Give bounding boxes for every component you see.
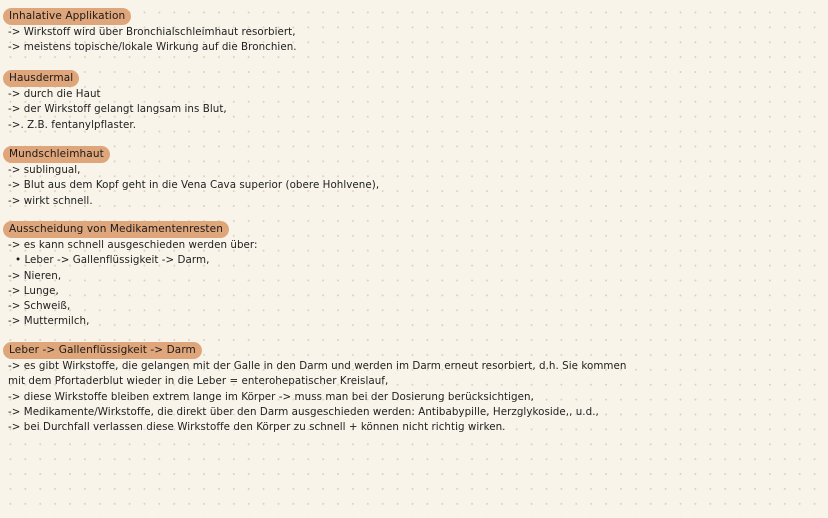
note-line: -> bei Durchfall verlassen diese Wirkstoffe den Körper zu schnell + können nicht richtig wirken. bbox=[8, 421, 506, 434]
section-heading: Mundschleimhaut bbox=[3, 146, 110, 163]
section-hausdermal bbox=[3, 66, 823, 133]
section-heading: Inhalative Applikation bbox=[3, 8, 131, 25]
note-line: -> Schweiß, bbox=[8, 300, 71, 313]
note-line: -> Wirkstoff wird über Bronchialschleimhaut resorbiert, bbox=[8, 26, 296, 38]
note-line: -> Muttermilch, bbox=[8, 315, 90, 328]
note-line: -> Medikamente/Wirkstoffe, die direkt über den Darm ausgeschieden werden: Antibabypille, Herzglykoside,, u.d., bbox=[8, 405, 599, 418]
section-mundschleimhaut bbox=[3, 142, 823, 209]
note-line: -> der Wirkstoff gelangt langsam ins Blut, bbox=[8, 103, 227, 116]
section-heading: Hausdermal bbox=[3, 70, 79, 87]
note-line: -> Nieren, bbox=[8, 269, 62, 282]
note-bullet-line: • Leber -> Gallenflüssigkeit -> Darm, bbox=[15, 254, 210, 267]
note-line: -> es kann schnell ausgeschieden werden über: bbox=[8, 239, 258, 251]
section-ausscheidung bbox=[3, 217, 823, 330]
section-leber-galle-darm bbox=[3, 338, 823, 435]
note-line: -> sublingual, bbox=[8, 164, 81, 176]
note-line: -> durch die Haut bbox=[8, 88, 101, 100]
note-line: -> diese Wirkstoffe bleiben extrem lange im Körper -> muss man bei der Dosierung berücksichtigen, bbox=[8, 390, 534, 403]
note-line: -> Blut aus dem Kopf geht in die Vena Cava superior (obere Hohlvene), bbox=[8, 179, 380, 192]
note-line: ->. Z.B. fentanylpflaster. bbox=[8, 118, 137, 131]
section-heading: Ausscheidung von Medikamentenresten bbox=[3, 221, 229, 238]
section-heading: Leber -> Gallenflüssigkeit -> Darm bbox=[3, 342, 202, 359]
note-line: mit dem Pfortaderblut wieder in die Leber = enterohepatischer Kreislauf, bbox=[8, 375, 389, 388]
note-line: -> wirkt schnell. bbox=[8, 194, 93, 207]
section-inhalative-applikation bbox=[3, 4, 823, 56]
note-line: -> meistens topische/lokale Wirkung auf die Bronchien. bbox=[8, 41, 297, 54]
note-line: -> Lunge, bbox=[8, 284, 59, 297]
note-line: -> es gibt Wirkstoffe, die gelangen mit der Galle in den Darm und werden im Darm erneut resorbiert, d.h. Sie kommen bbox=[8, 360, 627, 372]
